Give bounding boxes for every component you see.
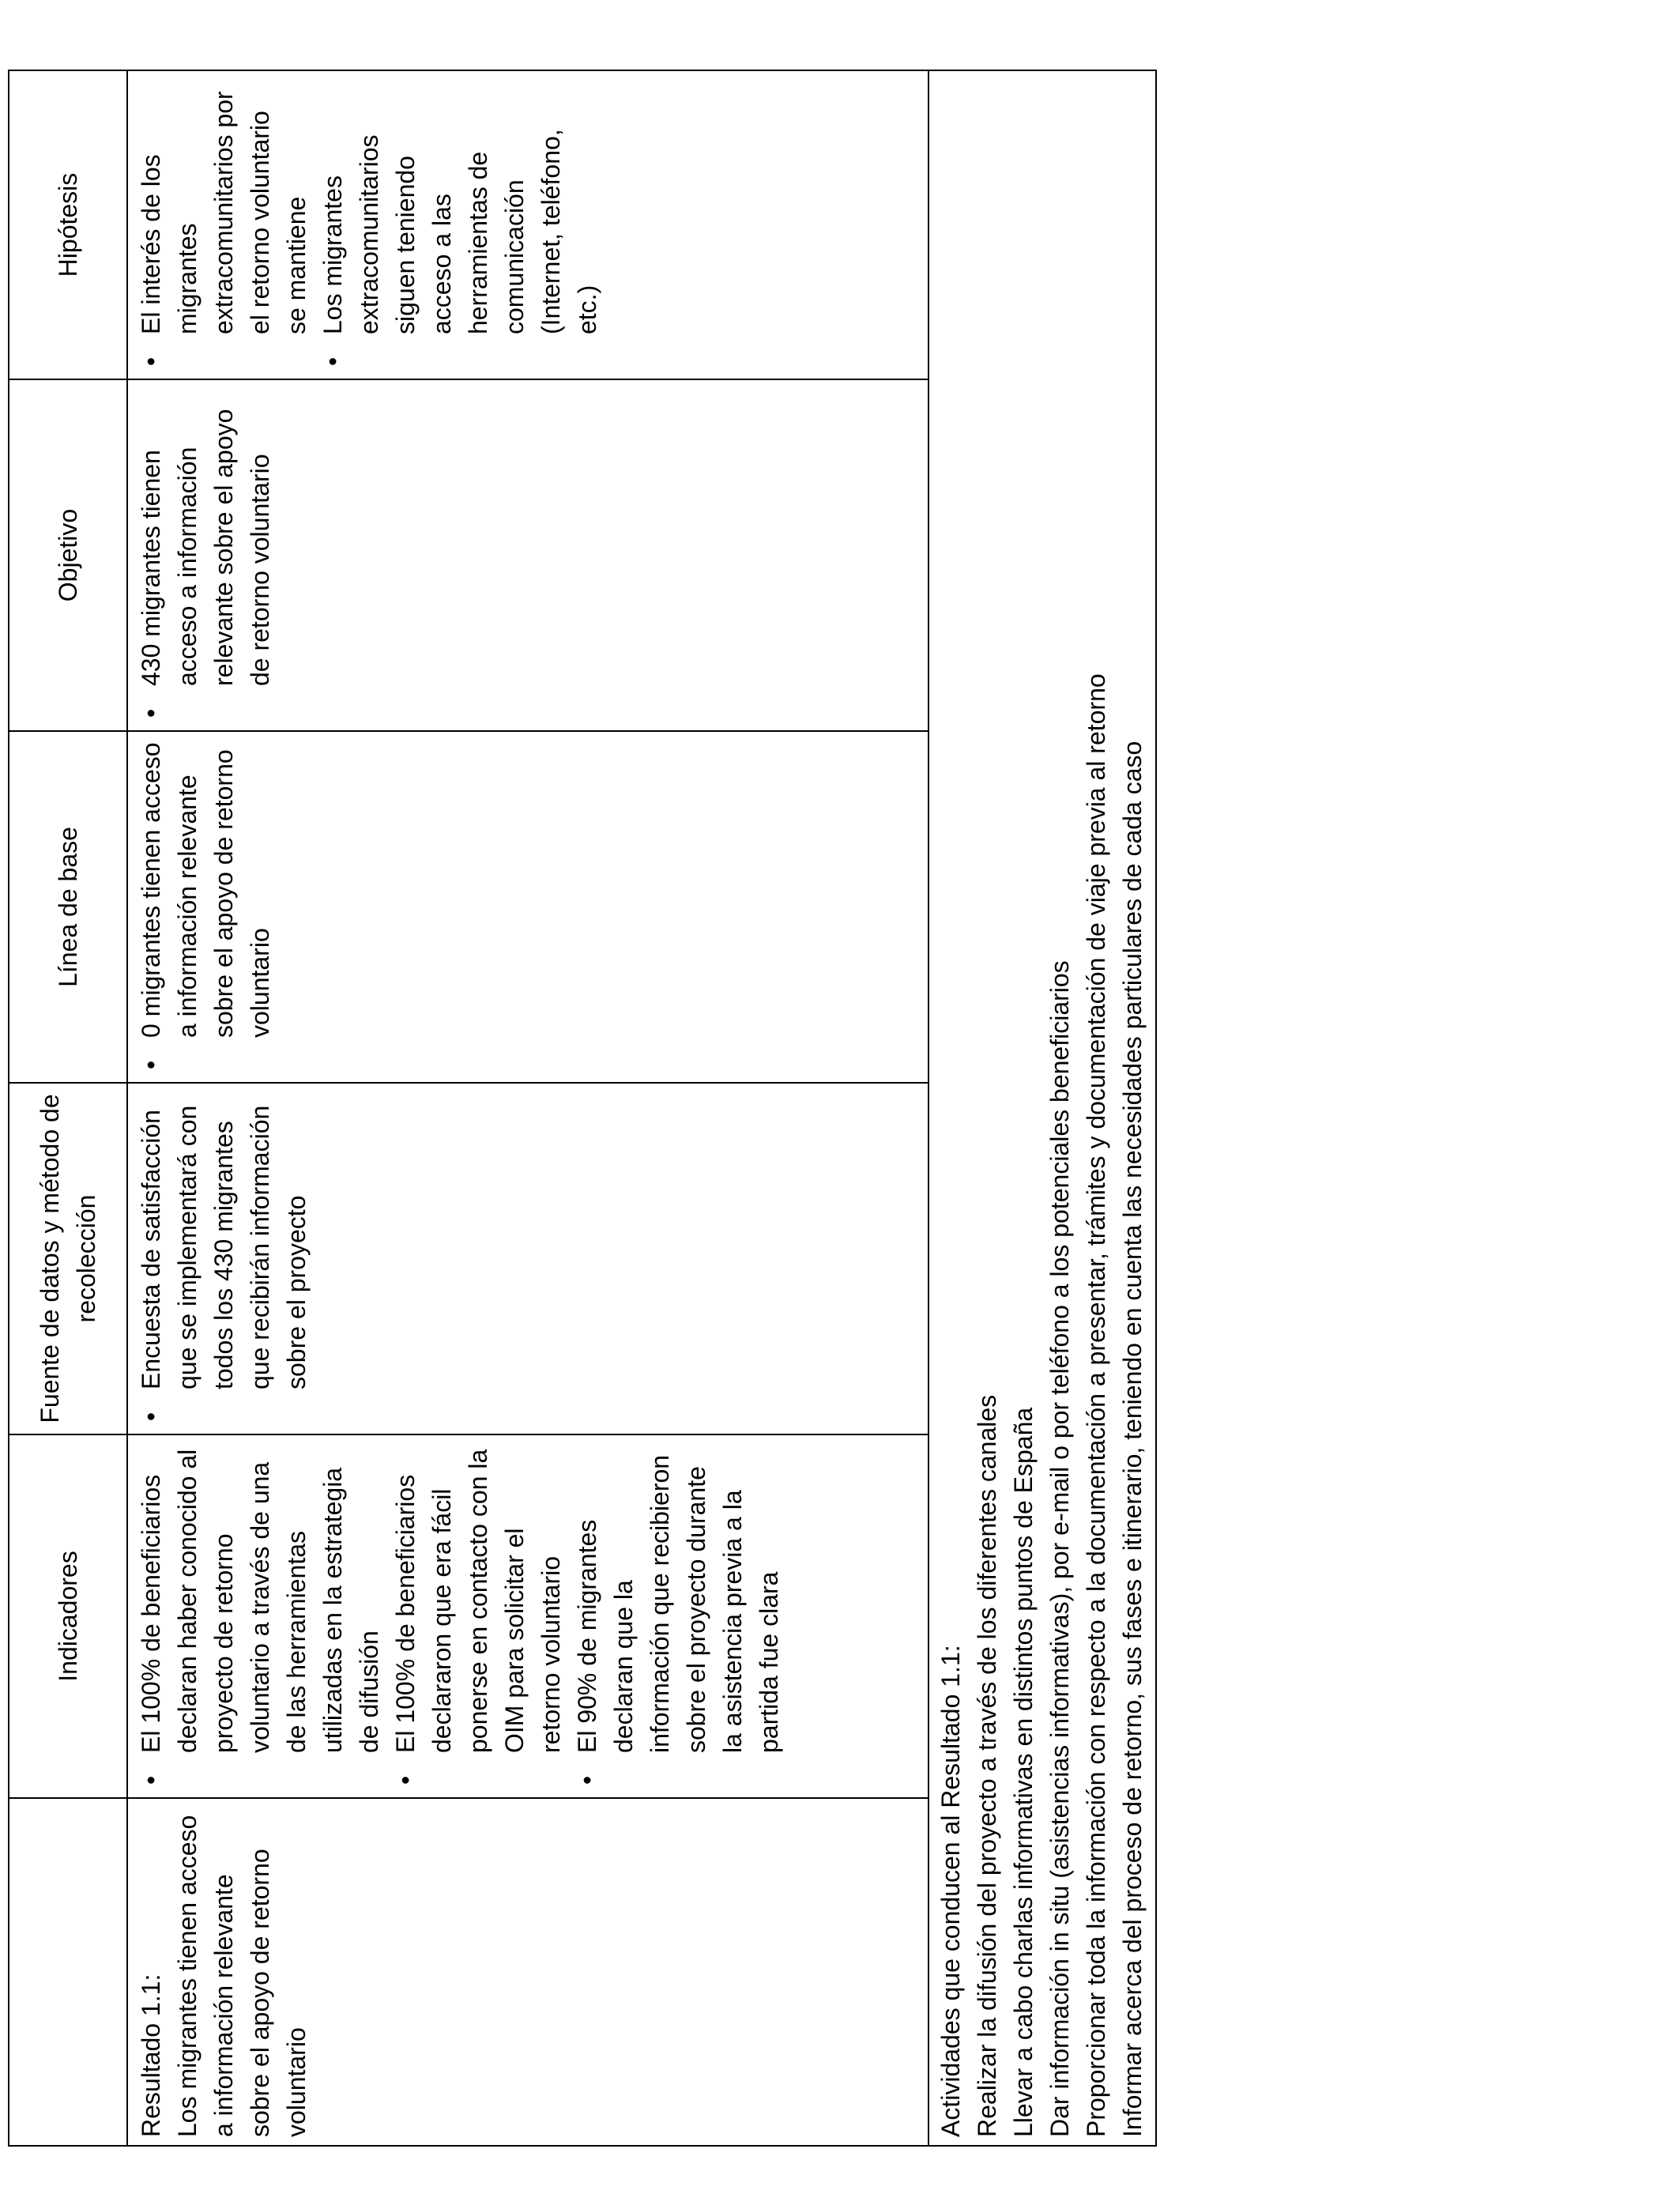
source-cell <box>127 1083 929 1434</box>
objective-item: • 430 migrantes tienen acceso a información relevante sobre el apoyo de retorno voluntario <box>133 388 278 686</box>
indicator-item: • El 90% de migrantes declaran que la información que recibieron sobre el proyecto durante la asistencia previa a la partida fue clara <box>569 1443 787 1753</box>
header-source: Fuente de datos y método de recolección <box>9 1083 127 1434</box>
hypotheses-cell <box>127 70 929 379</box>
activities-cell <box>929 70 1156 2146</box>
activities-row <box>929 70 1156 2146</box>
logframe-table <box>8 70 1157 2147</box>
result-text: Los migrantes tienen acceso a información relevante sobre el apoyo de retorno voluntario <box>173 1815 311 2137</box>
result-title: Resultado 1.1: <box>137 1973 165 2137</box>
header-objective: Objetivo <box>9 379 127 731</box>
result-cell <box>127 1798 929 2146</box>
activity-item: Llevar a cabo charlas informativas en distintos puntos de España <box>1009 1407 1038 2137</box>
indicator-item: • El 100% de beneficiarios declararon que era fácil ponerse en contacto con la OIM para solicitar el retorno voluntario <box>387 1443 569 1753</box>
baseline-cell <box>127 731 929 1083</box>
activity-item: Informar acerca del proceso de retorno, sus fases e itinerario, teniendo en cuenta las necesidades particulares de cada caso <box>1118 741 1147 2137</box>
header-baseline: Línea de base <box>9 731 127 1083</box>
activity-item: Dar información in situ (asistencias informativas), por e-mail o por teléfono a los potenciales beneficiarios <box>1045 960 1074 2137</box>
header-indicators: Indicadores <box>9 1434 127 1798</box>
header-row <box>9 70 127 2146</box>
activity-item: Proporcionar toda la información con respecto a la documentación a presentar, trámites y documentación de viaje previa al retorno <box>1082 673 1110 2137</box>
baseline-item: • 0 migrantes tienen acceso a información relevante sobre el apoyo de retorno voluntario <box>133 740 278 1038</box>
hypothesis-item: • Los migrantes extracomunitarios siguen teniendo acceso a las herramientas de comunicación (Internet, teléfono, etc.) <box>315 79 605 334</box>
header-result <box>9 1798 127 2146</box>
rotated-logframe-page <box>8 71 1147 2147</box>
activity-item: Realizar la difusión del proyecto a través de los diferentes canales <box>973 1394 1001 2137</box>
indicator-item: • El 100% de beneficiarios declaran haber conocido al proyecto de retorno voluntario a través de una de las herramientas utilizadas en la estrategia de difusión <box>133 1443 387 1753</box>
activities-title: Actividades que conducen al Resultado 1.1: <box>936 1645 965 2137</box>
header-hypotheses: Hipótesis <box>9 70 127 379</box>
result-row <box>127 70 929 2146</box>
hypothesis-item: • El interés de los migrantes extracomunitarios por el retorno voluntario se mantiene <box>133 79 315 334</box>
indicators-cell <box>127 1434 929 1798</box>
objective-cell <box>127 379 929 731</box>
source-item: • Encuesta de satisfacción que se implementará con todos los 430 migrantes que recibirán información sobre el proyecto <box>133 1091 315 1389</box>
